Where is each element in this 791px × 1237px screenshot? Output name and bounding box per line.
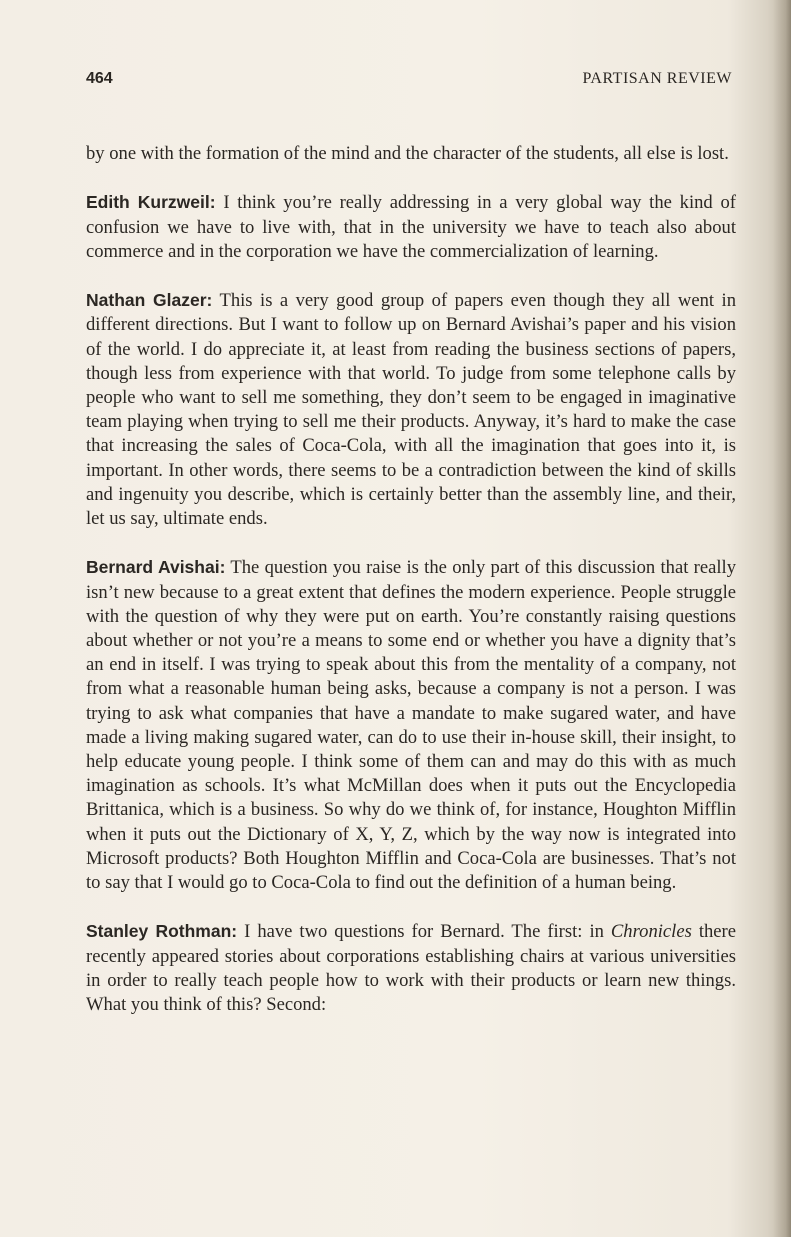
speaker-name: Bernard Avishai: [86,557,226,578]
page-number: 464 [86,70,113,87]
speaker-name: Nathan Glazer: [86,290,213,311]
paragraph-text: there recently appeared stories about corporations establishing chairs at various universities in order to really teach people how to work with their products or learn new things. What you think of this? Second: [86,921,736,1016]
paragraph-text: by one with the formation of the mind and the character of the students, all else is lost. [86,143,729,164]
speaker-name: Edith Kurzweil: [86,192,216,213]
running-head: PARTISAN REVIEW [582,70,732,87]
page-edge-shadow [773,0,791,1237]
page-header [86,70,732,94]
paragraph-text: I think you’re really addressing in a very global way the kind of confusion we have to live with, that in the university we have to teach also about commerce and in the corporation we have the commercialization of learning. [86,192,736,262]
paragraph-continuation [86,142,736,166]
paragraph-text: This is a very good group of papers even though they all went in different directions. But I want to follow up on Bernard Avishai’s paper and his vision of the world. I do appreciate it, at least from reading the business sections of papers, though less from experience with that world. To judge from some telephone calls by people who want to sell me something, they don’t seem to be engaged in imaginative team playing when trying to sell me their products. Anyway, it’s hard to make the case that increasing the sales of Coca-Cola, with all the imagination that goes into it, is important. In other words, there seems to be a contradiction between the kind of skills and ingenuity you describe, which is certainly better than the assembly line, and their, let us say, ultimate ends. [86,290,737,530]
paragraph-avishai [86,555,736,895]
paragraph-text: I have two questions for Bernard. The first: in [237,921,611,943]
body-text [86,142,736,1041]
paragraph-rothman [86,919,736,1017]
paragraph-kurzweil [86,190,736,264]
publication-title: Chronicles [610,921,692,943]
speaker-name: Stanley Rothman: [86,921,238,942]
paragraph-glazer [86,288,736,531]
paragraph-text: The question you raise is the only part of this discussion that really isn’t new because to a great extent that defines the modern experience. People struggle with the question of why they were put on earth. You’re constantly raising questions about whether or not you’re a means to some end or whether you have a dignity that’s an end in itself. I was trying to speak about this from the mentality of a company, not from what a reasonable human being asks, because a company is not a person. I was trying to ask what companies that have a mandate to make sugared water, and have made a living making sugared water, can do to use their in-house skill, their insight, to help educate young people. I think some of them can and may do this with as much imagination as schools. It’s what McMillan does when it puts out the Encyclopedia Brittanica, which is a business. So why do we think of, for instance, Houghton Mifflin when it puts out the Dictionary of X, Y, Z, which by the way now is integrated into Microsoft products? Both Houghton Mifflin and Coca-Cola are businesses. That’s not to say that I would go to Coca-Cola to find out the definition of a human being. [86,557,737,894]
